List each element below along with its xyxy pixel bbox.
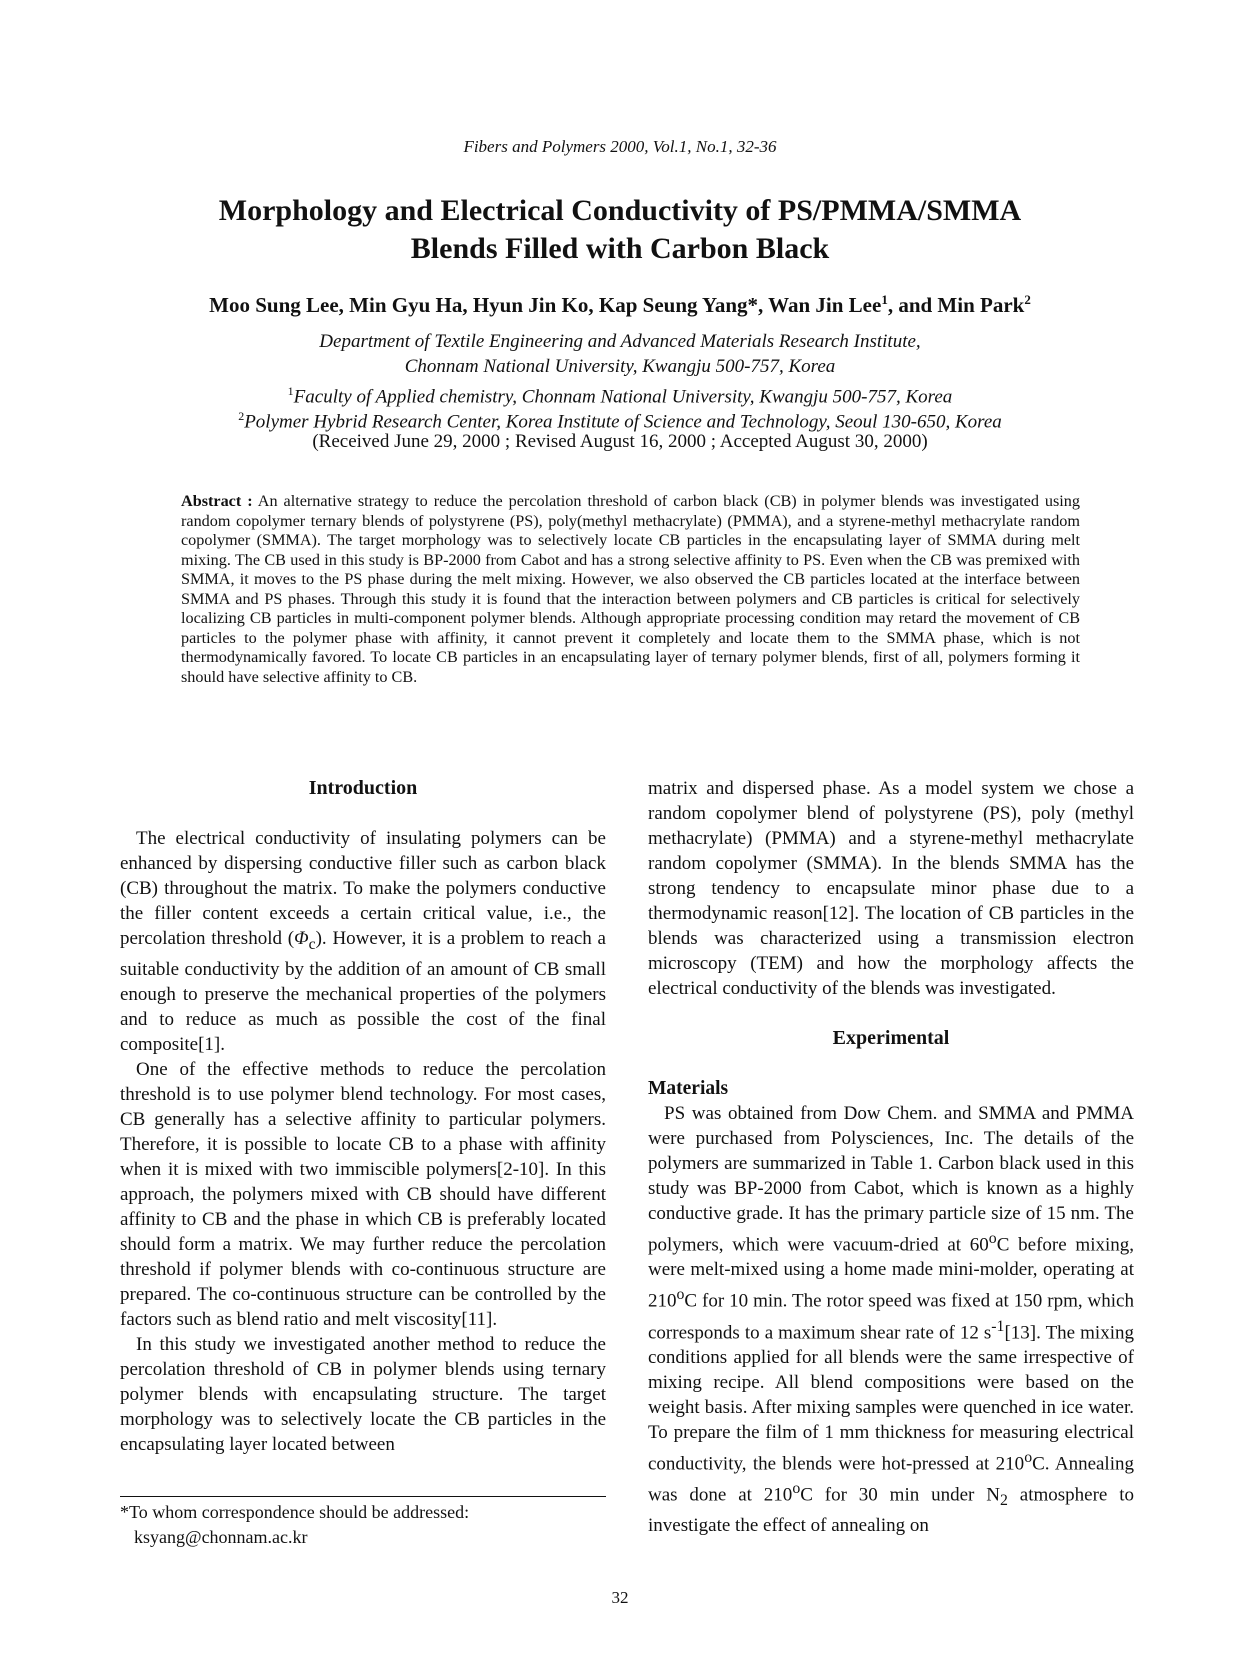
materials-part-f: C for 30 min under N <box>800 1484 1000 1506</box>
materials-part-a: PS was obtained from Dow Chem. and SMMA and PMMA were purchased from Polysciences, Inc. The details of the polymers are summarized in Table 1. Carbon black used in this study was BP-2000 from Cabot, which is known as a highly conductive grade. It has the primary particle size of 15 nm. The polymers, which were vacuum-dried at 60 <box>648 1103 1134 1256</box>
materials-part-b: C before mixing, were melt-mixed using a home made mini-molder, operating at 210 <box>648 1234 1134 1312</box>
affiliation-2-text: Polymer Hybrid Research Center, Korea Institute of Science and Technology, Seoul 130-650, Korea <box>244 411 1002 433</box>
title-line-2: Blends Filled with Carbon Black <box>410 232 830 265</box>
title-line-1: Morphology and Electrical Conductivity of PS/PMMA/SMMA <box>218 194 1022 227</box>
intro-p1-part-b: ). However, it is a problem to reach a suitable conductivity by the addition of an amount of CB small enough to preserve the mechanical properties of the polymers and to reduce as much as possible the cost of the final composite[1]. <box>120 928 606 1055</box>
degree-mark: o <box>792 1480 801 1498</box>
affiliation-1-mark: 1 <box>287 384 294 398</box>
authors-part-1: Moo Sung Lee, Min Gyu Ha, Hyun Jin Ko, Kap Seung Yang*, Wan Jin Lee <box>209 293 882 317</box>
materials-paragraph <box>648 1101 1134 1538</box>
footnote-line-1: *To whom correspondence should be addressed: <box>120 1502 470 1522</box>
left-column <box>120 776 606 1457</box>
intro-paragraph-1 <box>120 826 606 1057</box>
degree-mark: o <box>1024 1448 1033 1466</box>
degree-mark: o <box>988 1230 997 1247</box>
authors-part-2: , and Min Park <box>887 293 1025 317</box>
intro-paragraph-2: One of the effective methods to reduce the percolation threshold is to use polymer blend technology. For most cases, CB generally has a selective affinity to particular polymers. Therefore, it is possible to locate CB to a phase with affinity when it is mixed with two immiscible polymers[2-10]. In this approach, the polymers mixed with CB should have different affinity to CB and the phase in which CB is preferably located should form a matrix. We may further reduce the percolation threshold if polymer blends with co-continuous structure are prepared. The co-continuous structure can be controlled by the factors such as blend ratio and melt viscosity[11]. <box>120 1058 606 1330</box>
author-affil-mark-2: 2 <box>1024 292 1031 307</box>
affiliation-dept-line-2: Chonnam National University, Kwangju 500-757, Korea <box>404 356 836 377</box>
abstract-text: An alternative strategy to reduce the percolation threshold of carbon black (CB) in polymer blends was investigated using random copolymer ternary blends of polystyrene (PS), poly(methyl methacrylate) (PMMA), and a styrene-methyl methacrylate random copolymer (SMMA). The target morphology was to selectively locate CB particles in the encapsulating layer of SMMA during melt mixing. The CB used in this study is BP-2000 from Cabot and has a strong selective affinity to PS. Even when the CB was premixed with SMMA, it moves to the PS phase during the melt mixing. However, we also observed the CB particles located at the interface between SMMA and PS phases. Through this study it is found that the interaction between polymers and CB particles is critical for selectively localizing CB particles in multi-component polymer blends. Although appropriate processing condition may retard the movement of CB particles to the polymer phase with affinity, it cannot prevent it completely and locate them to the SMMA phase, which is not thermodynamically favored. To locate CB particles in an encapsulating layer of ternary polymer blends, first of all, polymers forming it should have selective affinity to CB. <box>181 492 1080 686</box>
author-list <box>60 287 1180 318</box>
affiliation-1-text: Faculty of Applied chemistry, Chonnam National University, Kwangju 500-757, Korea <box>293 386 953 408</box>
materials-part-d: [13]. The mixing conditions applied for all blends were the same irrespective of mixing recipe. All blend compositions were based on the weight basis. After mixing samples were quenched in ice water. To prepare the film of 1 mm thickness for measuring electrical conductivity, the blends were hot-pressed at 210 <box>648 1321 1134 1475</box>
right-column <box>648 776 1134 1538</box>
correspondence-footnote <box>120 1496 606 1550</box>
phi-symbol: Φ <box>294 928 309 949</box>
experimental-heading: Experimental <box>832 1027 950 1049</box>
phi-subscript: c <box>308 935 316 953</box>
materials-heading: Materials <box>648 1078 729 1099</box>
materials-part-c: C for 10 min. The rotor speed was fixed at 150 rpm, which corresponds to a maximum shear rate of 12 s <box>648 1290 1134 1343</box>
intro-p1-part-a: The electrical conductivity of insulating polymers can be enhanced by dispersing conductive filler such as carbon black (CB) throughout the matrix. To make the polymers conductive the filler content exceeds a certain critical value, i.e., the percolation threshold ( <box>120 828 606 949</box>
received-dates: (Received June 29, 2000 ; Revised August 16, 2000 ; Accepted August 30, 2000) <box>312 431 928 452</box>
introduction-heading: Introduction <box>308 777 418 799</box>
materials-part-g: atmosphere to investigate the effect of annealing on <box>648 1484 1134 1537</box>
intro-paragraph-3-continued: matrix and dispersed phase. As a model system we chose a random copolymer blend of polystyrene (PS), poly (methyl methacrylate) (PMMA) and a styrene-methyl methacrylate random copolymer (SMMA). In the blends SMMA has the strong tendency to encapsulate minor phase due to a thermodynamic reason[12]. The location of CB particles in the blends was characterized using a transmission electron microscopy (TEM) and how the morphology affects the electrical conductivity of the blends was investigated. <box>648 778 1134 999</box>
author-affil-mark-1: 1 <box>881 292 888 307</box>
degree-mark: o <box>676 1286 685 1304</box>
materials-part-e: C. Annealing was done at 210 <box>648 1453 1134 1506</box>
correspondence-email: ksyang@chonnam.ac.kr <box>134 1527 308 1547</box>
shear-rate-exponent: -1 <box>991 1317 1005 1335</box>
paper-title <box>100 192 1140 268</box>
nitrogen-subscript: 2 <box>999 1492 1008 1510</box>
abstract-label: Abstract : <box>181 492 253 510</box>
journal-citation: Fibers and Polymers 2000, Vol.1, No.1, 32-36 <box>463 137 777 156</box>
affiliation-dept-line-1: Department of Textile Engineering and Advanced Materials Research Institute, <box>319 331 921 352</box>
page-number: 32 <box>611 1588 629 1607</box>
abstract <box>181 492 1080 687</box>
affiliation-2-mark: 2 <box>238 409 245 423</box>
intro-paragraph-3: In this study we investigated another method to reduce the percolation threshold of CB in polymer blends using ternary polymer blends with encapsulating structure. The target morphology was to selectively locate the CB particles in the encapsulating layer located between <box>120 1333 606 1455</box>
